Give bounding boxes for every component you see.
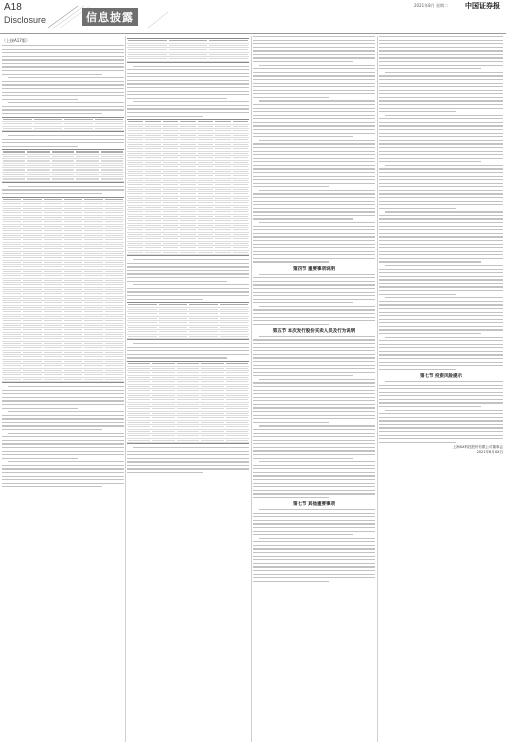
section-title: 信息披露 — [82, 8, 138, 26]
body-text-block — [2, 386, 124, 487]
body-text-block — [253, 509, 375, 582]
body-text-block — [127, 447, 249, 473]
body-text-block — [379, 36, 503, 370]
data-table — [2, 149, 124, 183]
signature-company: 上海XX科技股份有限公司董事会 — [452, 445, 503, 450]
section-heading: 第四节 重要事项说明 — [292, 266, 336, 272]
body-text-block — [2, 186, 124, 194]
issue-date: 2021年8月 星期二 — [414, 3, 448, 8]
section-heading: 第七节 投资风险提示 — [419, 373, 463, 379]
body-text-block — [127, 259, 249, 300]
section-heading: 第七节 其他重要事项 — [292, 502, 336, 508]
body-text-block — [379, 381, 503, 443]
column-divider — [125, 36, 126, 742]
body-text-block — [253, 336, 375, 498]
newspaper-masthead: 中国证券报 — [465, 1, 500, 10]
data-table — [127, 302, 249, 340]
column-divider — [251, 36, 252, 742]
data-table — [127, 361, 249, 444]
body-text-block — [127, 66, 249, 117]
article-column-3 — [253, 36, 375, 742]
data-table — [2, 197, 124, 384]
article-column-1 — [2, 36, 124, 742]
continued-heading: （上接A17版） — [2, 38, 30, 43]
section-label-en: Disclosure — [4, 15, 47, 25]
article-column-2 — [127, 36, 249, 742]
header-rule — [0, 33, 506, 34]
data-table — [2, 117, 124, 133]
body-text-block — [127, 343, 249, 359]
body-text-block — [253, 36, 375, 263]
page-header — [0, 0, 506, 34]
body-text-block — [253, 274, 375, 325]
article-column-4 — [379, 36, 503, 742]
data-table — [127, 38, 249, 63]
section-heading: 第五节 本次发行股份买卖人员及行为说明 — [272, 328, 356, 334]
data-table — [127, 119, 249, 256]
signature-date: 2021年8月XX日 — [476, 450, 503, 455]
body-text-block — [2, 45, 124, 114]
column-divider — [377, 36, 378, 742]
body-text-block — [2, 135, 124, 147]
page-number: A18 — [4, 2, 22, 13]
